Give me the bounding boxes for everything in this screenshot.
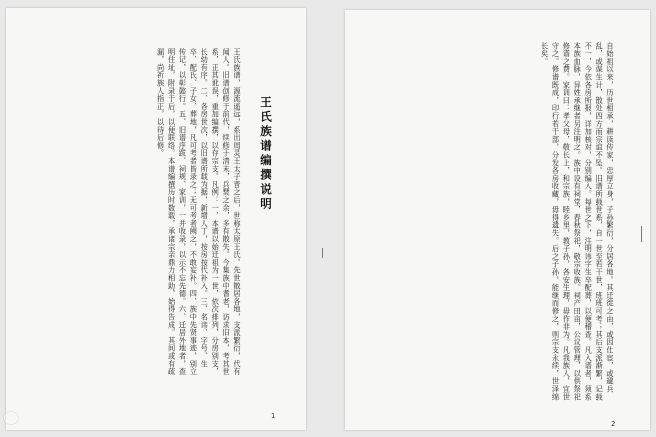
scan-mark xyxy=(322,248,323,258)
right-page-number: 2 xyxy=(611,420,616,428)
watermark-logo-icon xyxy=(4,412,18,424)
left-page xyxy=(6,8,306,430)
left-page-number: 1 xyxy=(271,412,276,420)
left-page-body-text: 王氏族谱，源流遥远，系出周灵王太子晋之后，世称太原王氏。先世散居各地，支派繁衍，代有闻人。旧谱创修于前代，续修于清末，兵燹之余，多有散失。今集族中耆老，访求旧本，考其世系，正其讹误，重加编撰，以存宗支。凡例：一、本谱以始迁祖为一世，依次排列，分房别支，长幼有序。二、各房世次，以旧谱所载为据，新增人丁，按房按代补入。三、名讳、字号、生卒、配氏、子女、葬地，凡可考者皆录之；无可考者阙之，不敢妄补。四、族中先贤事迹，别立传记，以彰懿行。五、旧谱序跋、祠规、家训，一并收录，以示不忘先德。六、迁居外地者，查明住址，附录于后，以便联络。本谱编撰历时数载，承诸宗亲鼎力相助，始得告成。其间或有疏漏，尚祈族人指正，以待后修。 xyxy=(156,48,242,376)
page-title: 王氏族谱编撰说明 xyxy=(259,96,273,212)
scan-mark xyxy=(641,226,642,242)
right-page xyxy=(345,10,650,430)
right-page-body-text: 自始祖以来，历世相承，耕读传家，忠厚立身，子孙繁衍，分居各地。其迁徙之由，或因仕宦，或避兵乱，或谋生计，散处四方而宗谊不坠。旧谱所载世系，自一世至若干世，班班可考；其后支派渐繁，记载不一，今依各房所报，详加核对，分别编入。每世之下，注明讳字生卒配葬，以便稽查。凡入谱者，须系本族血脉，异姓承继者另注明之。族中设有祠堂，春秋祭祀，敬宗收族。祠产田亩，公议管理，以供祭祀修谱之费。家训曰：孝父母，敬长上，和宗族，睦乡里，教子孙，各安生理，毋作非为。凡我族人，宜世守之。修谱既成，印行若干部，分发各房收藏，毋得遗失。后之子孙，能继而修之，则宗支永续，世泽绵长矣。 xyxy=(540,42,615,401)
watermark xyxy=(4,412,18,424)
